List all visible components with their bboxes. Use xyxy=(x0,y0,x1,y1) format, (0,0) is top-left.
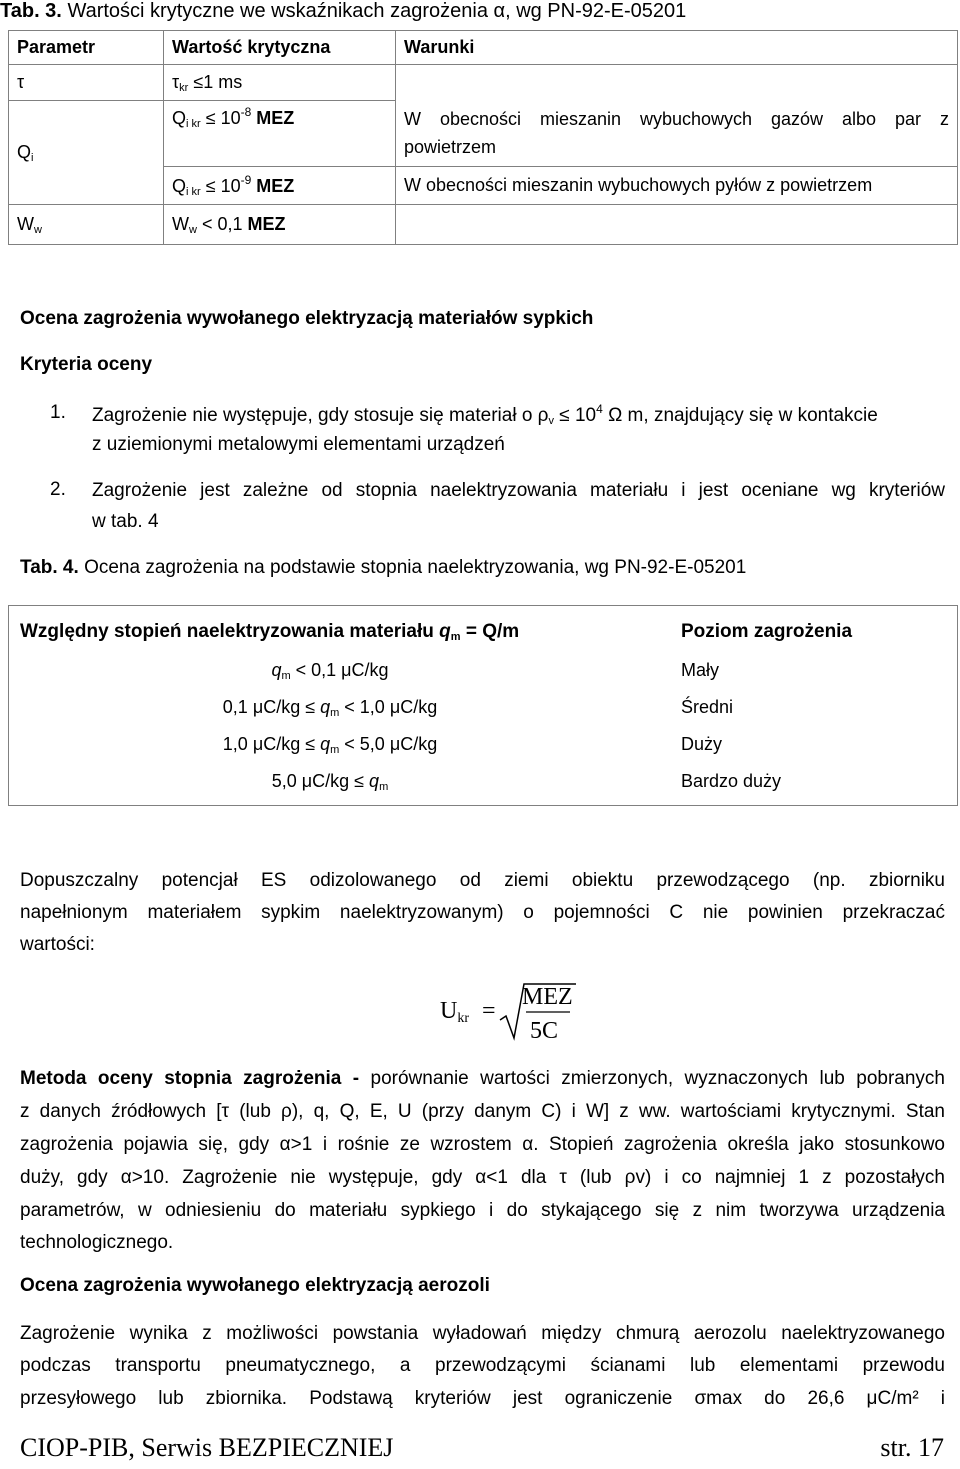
potential-line3: wartości: xyxy=(20,934,95,955)
tab4-row-range: $q_m < 0,1$ μC/kg xyxy=(271,660,389,682)
tab3-header-param: Parametr xyxy=(9,31,164,65)
tab3-qi-param: $Q_i$ xyxy=(9,101,164,205)
item2-number: 2. xyxy=(50,479,66,500)
formula-eq: = xyxy=(482,998,496,1024)
tab4-header-right: Poziom zagrożenia xyxy=(681,621,853,642)
tab4-row-range: 0,1 $\mu C/kg \le q_m < 1,0$ μC/kg xyxy=(222,697,438,719)
tab3-ww-cond xyxy=(396,205,958,245)
tab4-row-level: Średni xyxy=(681,697,734,717)
tab3-table xyxy=(8,30,958,245)
section2-line1: Zagrożenie wynika z możliwości powstania wyładowań między chmurą aerozolu naelektryzowanego xyxy=(20,1323,945,1344)
method-line4: duży, gdy α>10. Zagrożenie nie występuje, gdy α<1 dla τ (lub ρv) i co najmniej 1 z pozostałych xyxy=(20,1167,945,1188)
footer-left: CIOP-PIB, Serwis BEZPIECZNIEJ xyxy=(20,1433,394,1462)
tab3-ww-param: $W_w$ xyxy=(9,205,164,245)
formula-lhs: Ukr xyxy=(440,998,470,1026)
tab4-caption-prefix: Tab. 4. xyxy=(20,557,79,578)
section2-line2: podczas transportu pneumatycznego, a przewodzącymi ścianami lub elementami przewodu xyxy=(20,1355,945,1376)
item2-line2: w tab. 4 xyxy=(92,511,159,532)
footer-page-number: str. 17 xyxy=(880,1433,944,1462)
tab4-header-left: Względny stopień naelektryzowania materiału $q_m = Q/m$ xyxy=(20,621,520,643)
criteria-heading: Kryteria oceny xyxy=(20,354,153,375)
section2-heading: Ocena zagrożenia wywołanego elektryzacją aerozoli xyxy=(20,1275,490,1296)
potential-line2: napełnionym materiałem sypkim naelektryzowanym) o pojemności C nie powinien przekraczać xyxy=(20,902,945,923)
tab3-header-value: Wartość krytyczna xyxy=(164,31,396,65)
tab3-q1-value: $Q_{i kr} \le 10^{-8}$ MEZ xyxy=(164,101,396,167)
tab3-row-tau xyxy=(9,65,958,101)
tab4-row-range: 5,0 $\mu C/kg \le q_m$ xyxy=(271,771,389,793)
method-line6: technologicznego. xyxy=(20,1232,174,1253)
method-line5: parametrów, w odniesieniu do materiału sypkiego i do stykającego się z nim tworzywa urządzenia xyxy=(20,1200,945,1221)
tab4-row-level: Mały xyxy=(681,660,720,680)
tab3-tau-value: $\tau_{kr} \le 1$ ms xyxy=(164,65,396,101)
item2-line1: Zagrożenie jest zależne od stopnia naelektryzowania materiału i jest oceniane wg kryteriów xyxy=(92,480,945,501)
tab3-tau-param: τ xyxy=(9,65,164,101)
tab3-row-ww xyxy=(9,205,958,245)
tab3-q2-value: $Q_{i kr} \le 10^{-9}$ MEZ xyxy=(164,167,396,205)
tab3-ww-value: $W_w < 0,1$ MEZ xyxy=(164,205,396,245)
method-line3: zagrożenia pojawia się, gdy α>1 i rośnie ze wzrostem α. Stopień zagrożenia określa jako stosunkowo xyxy=(20,1134,945,1155)
tab4-row-range: 1,0 $\mu C/kg \le q_m < 5,0$ μC/kg xyxy=(222,734,438,756)
tab3-row-q1 xyxy=(9,101,958,167)
item1-line2: z uziemionymi metalowymi elementami urządzeń xyxy=(92,434,505,455)
potential-line1: Dopuszczalny potencjał ES odizolowanego od ziemi obiektu przewodzącego (np. zbiorniku xyxy=(20,870,945,891)
tab4-caption-text: Ocena zagrożenia na podstawie stopnia naelektryzowania, wg PN-92-E-05201 xyxy=(84,557,747,578)
tab3-tau-cond xyxy=(396,65,958,101)
tab3-caption xyxy=(0,0,686,23)
tab4-row-level: Bardzo duży xyxy=(681,771,782,791)
tab3-q2-cond: W obecności mieszanin wybuchowych pyłów z powietrzem xyxy=(396,167,958,205)
tab4-caption xyxy=(20,557,746,579)
tab3-header-row xyxy=(9,31,958,65)
item1-line1: Zagrożenie nie występuje, gdy stosuje się materiał o $\rho_v \le 10^4$ Ω m, znajdujący się w kontakcie xyxy=(92,402,878,427)
tab3-caption-text: Wartości krytyczne we wskaźnikach zagrożenia α, wg PN-92-E-05201 xyxy=(67,0,687,22)
section2-line3: przesyłowego lub zbiornika. Podstawą kryteriów jest ograniczenie σmax do 26,6 μC/m² i xyxy=(20,1388,945,1409)
tab3-header-conditions: Warunki xyxy=(396,31,958,65)
tab3-caption-prefix: Tab. 3. xyxy=(0,0,62,22)
method-line2: z danych źródłowych [τ (lub ρ), q, Q, E, U (przy danym C) i W] z ww. wartościami krytycznymi. Stan xyxy=(20,1101,945,1122)
formula-numerator: MEZ xyxy=(522,984,573,1010)
tab3-q1-cond: W obecności mieszanin wybuchowych gazów albo par z powietrzem xyxy=(396,101,958,167)
item1-number: 1. xyxy=(50,402,66,423)
tab4-row-level: Duży xyxy=(681,734,723,754)
formula-denominator: 5C xyxy=(530,1018,559,1044)
section1-heading: Ocena zagrożenia wywołanego elektryzacją materiałów sypkich xyxy=(20,308,594,329)
method-line1: Metoda oceny stopnia zagrożenia - porównanie wartości zmierzonych, wyznaczonych lub pobranych xyxy=(20,1068,946,1089)
